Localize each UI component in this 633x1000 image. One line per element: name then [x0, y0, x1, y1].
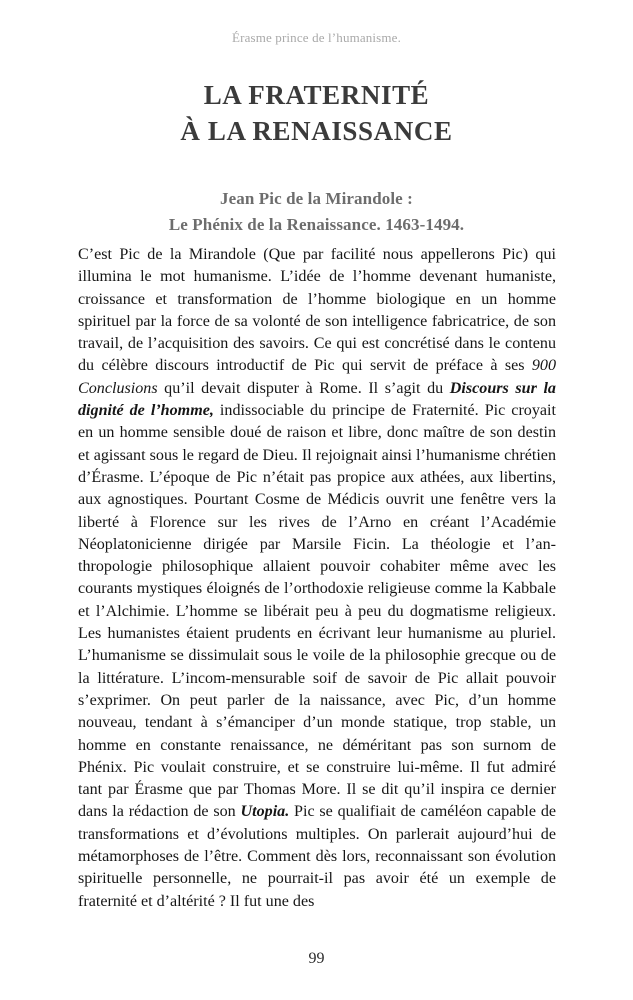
- body-segment-5: indissociable du principe de Fraternité. Pic croyait en un homme sensible doué de raison et libre, donc maître de son destin et agissant sous le regard de Dieu. Il rejoignait ainsi l’humanisme chrétien d’Érasme. L’époque de Pic n’était pas propice aux athées, aux libertins, aux agnostiques. Pourtant Cosme de Médicis ouvrit une fenêtre vers la liberté à Florence sur les rives de l’Arno en créant l’Académie Néoplatonicienne dirigée par Marsile Ficin. La théologie et l’an-thropologie philosophique allaient pouvoir cohabiter même avec les courants mystiques éloignés de l’orthodoxie religieuse comme la Kabbale et l’Alchimie. L’homme se libérait peu à peu du dogmatisme religieux. Les humanistes étaient prudents en écrivant leur humanisme au pluriel. L’humanisme se dissimulait sous le voile de la philosophie grecque ou de la littérature. L’incom-mensurable soif de savoir de Pic allait pouvoir s’exprimer. On peut parler de la naissance, avec Pic, d’un homme nouveau, tendant à s’émanciper d’un monde statique, trop stable, un homme en constante renaissance, ne déméritant pas son surnom de Phénix. Pic voulait construire, et se construire lui-même. Il fut admiré tant par Érasme que par Thomas More. Il se dit qu’il inspira ce dernier dans la rédaction de son: [78, 402, 556, 821]
- body-segment-7: Pic se qualifiait de caméléon capable de transformations et d’évolutions multiples. On parlerait aujourd’hui de métamorphoses de l’être. Comment dès lors, reconnaissant son évolution spirituelle personnelle, ne pourrait-il pas avoir été un exemple de fraternité et d’altérité ? Il fut une des: [78, 803, 557, 910]
- work-title-discours-dignite: Discours sur la dignité de l’homme,: [78, 379, 556, 420]
- page-title-line-2: À LA RENAISSANCE: [180, 115, 453, 146]
- work-title-900-conclusions: 900 Conclusions: [78, 357, 556, 397]
- page-title: [0, 78, 633, 150]
- section-subtitle: [0, 186, 633, 238]
- page-title-line-1: LA FRATERNITÉ: [203, 80, 430, 111]
- body-segment-1: C’est Pic de la Mirandole (Que par facilité nous appellerons Pic) qui illumina le mot humanisme. L’idée de l’homme devenant humaniste, croissance et transformation de l’homme biologique en un homme spirituel par la force de sa volonté de son intelligence fabricatrice, de son travail, de l’acquisition des savoirs. Ce qui est concrétisé dans le contenu du célèbre discours introductif de Pic qui servit de préface à ses: [78, 246, 556, 375]
- running-header: Érasme prince de l’humanisme.: [232, 30, 401, 45]
- work-title-utopia: Utopia.: [240, 803, 290, 821]
- body-segment-3: qu’il devait disputer à Rome. Il s’agit du: [157, 379, 450, 397]
- body-paragraph: [78, 244, 556, 913]
- section-subtitle-line-1: Jean Pic de la Mirandole :: [220, 189, 413, 209]
- page-number: 99: [308, 950, 325, 967]
- body-text: [78, 244, 556, 913]
- section-subtitle-line-2: Le Phénix de la Renaissance. 1463-1494.: [168, 214, 465, 234]
